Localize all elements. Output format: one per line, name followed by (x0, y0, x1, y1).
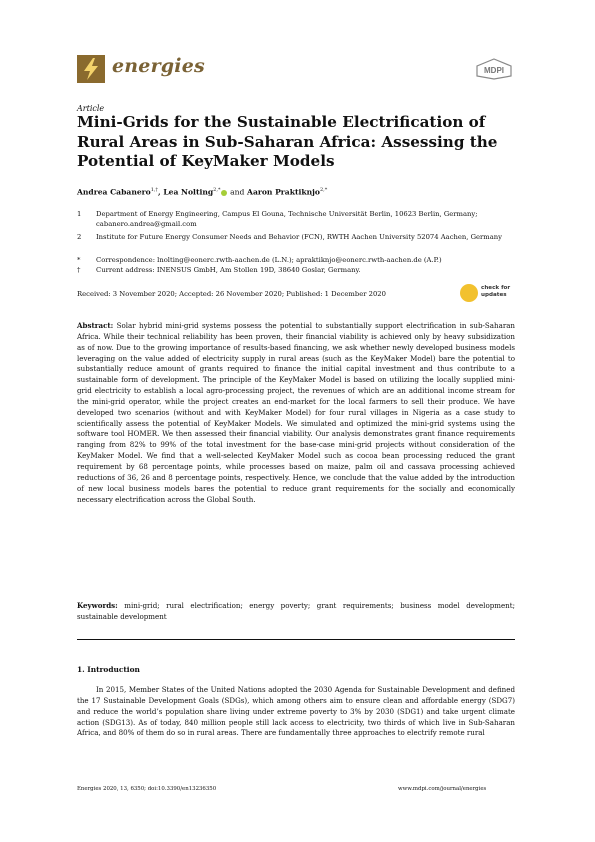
affiliation-mark: 1 (77, 210, 82, 218)
keywords (77, 601, 515, 623)
section-paragraph: In 2015, Member States of the United Nations adopted the 2030 Agenda for Sustainable Development and defined the 17 Sustainable Development Goals (SDGs), which among others aim to ensure clean and affordable energy (SDG7) and reduce the world’s population share living under extreme poverty to 3% by 2030 (SDG1) and take urgent climate action (SDG13). As of today, 840 million people still lack access to electricity, two thirds of which live in Sub-Saharan Africa, and 80% of them do so in rural areas. There are fundamentally three approaches to electrify remote rural (77, 685, 515, 738)
keywords-label: Keywords: (77, 601, 118, 610)
author-sup: 2,* (319, 187, 328, 193)
publication-dates: Received: 3 November 2020; Accepted: 26 November 2020; Published: 1 December 2020 (77, 290, 386, 298)
footer-citation: Energies 2020, 13, 6350; doi:10.3390/en13236350 (77, 786, 217, 792)
affiliation-text: Department of Energy Engineering, Campus El Gouna, Technische Universität Berlin, 10623 Berlin, Germany; cabanero.andrea@gmail.com (96, 210, 478, 228)
footer-url[interactable]: www.mdpi.com/journal/energies (398, 786, 487, 792)
author-sup: 1,† (150, 187, 159, 193)
section-heading: 1. Introduction (77, 665, 140, 674)
affiliation-mark: * (77, 256, 81, 264)
affiliation-text: Institute for Future Energy Consumer Needs and Behavior (FCN), RWTH Aachen University 52074 Aachen, Germany (96, 233, 503, 241)
author-name: Andrea Cabanero (77, 187, 151, 197)
article-type: Article (77, 104, 105, 113)
authors-connector: and (230, 187, 245, 197)
affiliation-text: Correspondence: lnolting@eonerc.rwth-aachen.de (L.N.); apraktiknjo@eonerc.rwth-aachen.de (A.P.) (96, 256, 442, 264)
check-updates-icon (460, 284, 478, 302)
svg-text:MDPI: MDPI (484, 66, 504, 75)
check-updates-label: check for updates (481, 285, 511, 298)
affiliation-text: Current address: INENSUS GmbH, Am Stollen 19D, 38640 Goslar, Germany. (96, 266, 361, 274)
author-name: Aaron Praktiknjo (247, 187, 320, 197)
divider (77, 639, 515, 640)
orcid-icon[interactable] (221, 190, 227, 196)
abstract-text: Solar hybrid mini-grid systems possess the potential to substantially support electrification in sub-Saharan Africa. While their technical reliability has been proven, their financial viability is achieved only by heavy subsidization as of now. Due to the growing importance of results-based financing, we ask whether newly developed business models leveraging on the value added of electricity supply in rural areas (such as the KeyMaker Model) bare the potential to substantially reduce amount of grants required to finance the initial capital investment and thus contribute to a sustainable form of development. The principle of the KeyMaker Model is based on utilizing the locally supplied mini-grid electricity to establish a local agro-processing project, the revenues of which are an additional income stream for the mini-grid operator, while the project creates an end-market for the local farmers to sell their produce. We have developed two scenarios (without and with KeyMaker Model) for four rural villages in Nigeria as a case study to scientifically assess the potential of KeyMaker Models. We simulated and optimized the mini-grid systems using the software tool HOMER. We then assessed their financial viability. Our analysis demonstrates grant finance requirements ranging from 82% to 99% of the total investment for the base-case mini-grid projects without consideration of the KeyMaker Model. We find that a well-selected KeyMaker Model such as cocoa bean processing reduced the grant requirement by 68 percentage points, while processes based on maize, palm oil and cassava processing achieved reductions of 36, 26 and 8 percentage points, respectively. Hence, we conclude that the value added by the introduction of new local business models bares the potential to reduce grant requirements for the socially and economically necessary electrification across the Global South. (77, 321, 516, 504)
author-list: Andrea Cabanero$^{1,\dagger}$, Lea Nolting$^{2,*}$ and Aaron Praktiknjo$^{2,*}$ (77, 187, 328, 197)
affiliation-mark: † (77, 266, 81, 274)
check-for-updates-button[interactable] (460, 281, 512, 305)
mdpi-logo-icon (474, 58, 514, 80)
journal-name: energies (112, 55, 205, 77)
keywords-text: mini-grid; rural electrification; energy poverty; grant requirements; business model development; sustainable development (77, 601, 515, 621)
affiliation-mark: 2 (77, 233, 82, 241)
abstract-label: Abstract: (77, 321, 114, 330)
journal-logo-icon (77, 55, 105, 83)
abstract (77, 321, 515, 505)
author-sup: 2,* (213, 187, 221, 193)
author-name: Lea Nolting (163, 187, 214, 197)
paper-title: Mini-Grids for the Sustainable Electrification of Rural Areas in Sub-Saharan Africa: Assessing the Potential of KeyMaker Models (77, 113, 498, 170)
